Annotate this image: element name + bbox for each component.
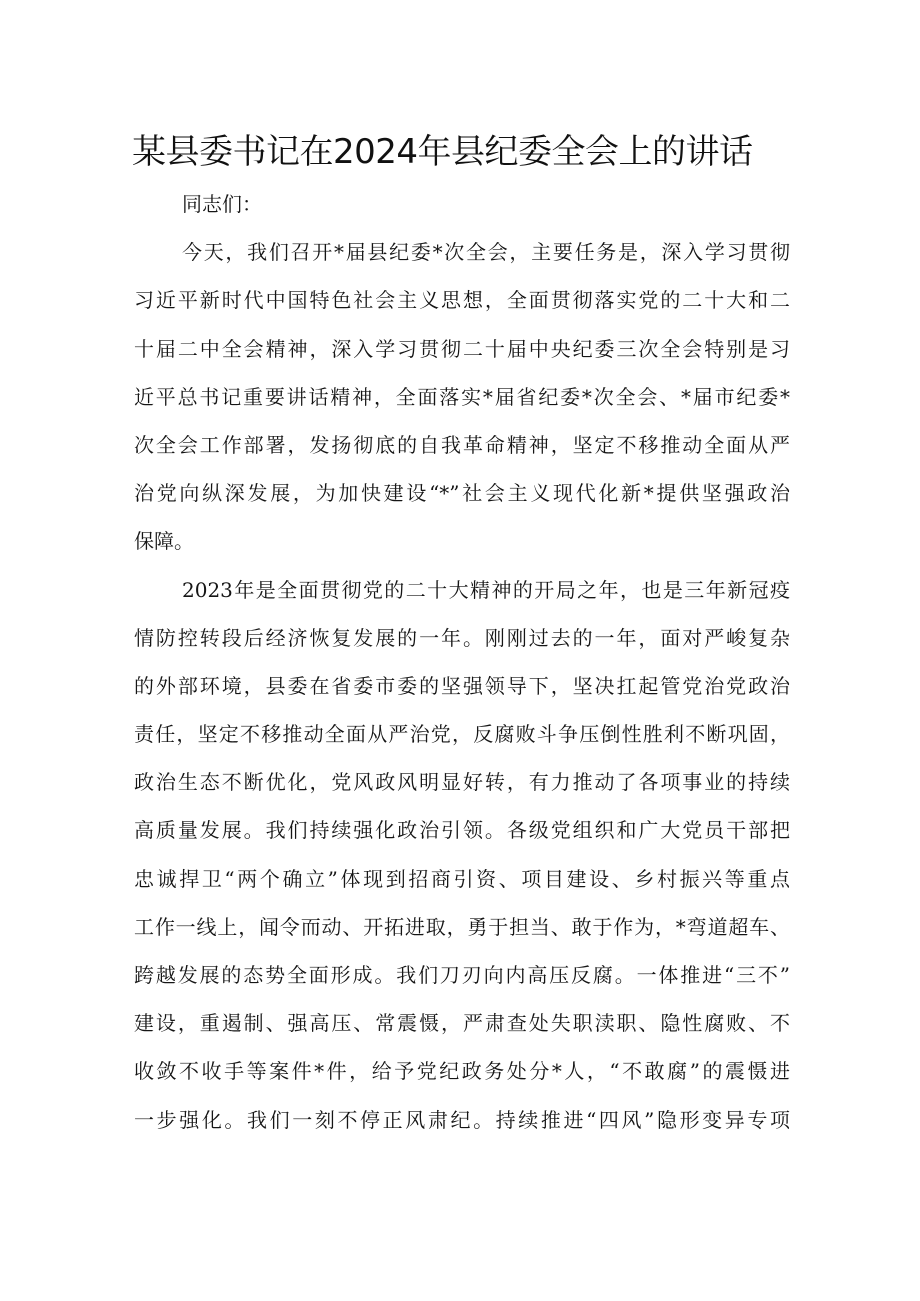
text-line: 政治生态不断优化，党风政风明显好转，有力推动了各项事业的持续 [134, 770, 790, 795]
document-body [134, 180, 790, 1144]
text-line: 建设，重遏制、强高压、常震慑，严肃查处失职渎职、隐性腐败、不 [134, 1011, 790, 1036]
text-line: 2023年是全面贯彻党的二十大精神的开局之年，也是三年新冠疫 [182, 577, 790, 602]
text-line: 近平总书记重要讲话精神，全面落实*届省纪委*次全会、*届市纪委* [134, 384, 790, 409]
text-line: 收敛不收手等案件*件，给予党纪政务处分*人，“不敢腐”的震慑进 [134, 1059, 790, 1084]
text-line: 治党向纵深发展，为加快建设“*”社会主义现代化新*提供坚强政治 [134, 481, 790, 506]
body-paragraph [134, 228, 790, 565]
body-paragraph [134, 566, 790, 1144]
text-line: 同志们： [182, 192, 262, 216]
text-line: 责任，坚定不移推动全面从严治党，反腐败斗争压倒性胜利不断巩固， [134, 722, 790, 747]
text-line: 工作一线上，闻令而动、开拓进取，勇于担当、敢于作为，*弯道超车、 [134, 914, 790, 939]
text-line: 今天，我们召开*届县纪委*次全会，主要任务是，深入学习贯彻 [182, 240, 790, 265]
text-line: 次全会工作部署，发扬彻底的自我革命精神，坚定不移推动全面从严 [134, 432, 790, 457]
text-line: 一步强化。我们一刻不停正风肃纪。持续推进“四风”隐形变异专项 [134, 1107, 790, 1132]
text-line: 高质量发展。我们持续强化政治引领。各级党组织和广大党员干部把 [134, 818, 790, 843]
document-title: 某县委书记在2024年县纪委全会上的讲话 [132, 132, 753, 172]
text-line: 习近平新时代中国特色社会主义思想，全面贯彻落实党的二十大和二 [134, 288, 790, 313]
text-line: 十届二中全会精神，深入学习贯彻二十届中央纪委三次全会特别是习 [134, 336, 790, 361]
text-line: 的外部环境，县委在省委市委的坚强领导下，坚决扛起管党治党政治 [134, 673, 790, 698]
text-line: 情防控转段后经济恢复发展的一年。刚刚过去的一年，面对严峻复杂 [134, 625, 790, 650]
text-line: 保障。 [134, 529, 194, 554]
salutation-paragraph [134, 180, 790, 228]
text-line: 忠诚捍卫“两个确立”体现到招商引资、项目建设、乡村振兴等重点 [134, 866, 790, 891]
text-line: 跨越发展的态势全面形成。我们刀刃向内高压反腐。一体推进“三不” [134, 963, 790, 987]
